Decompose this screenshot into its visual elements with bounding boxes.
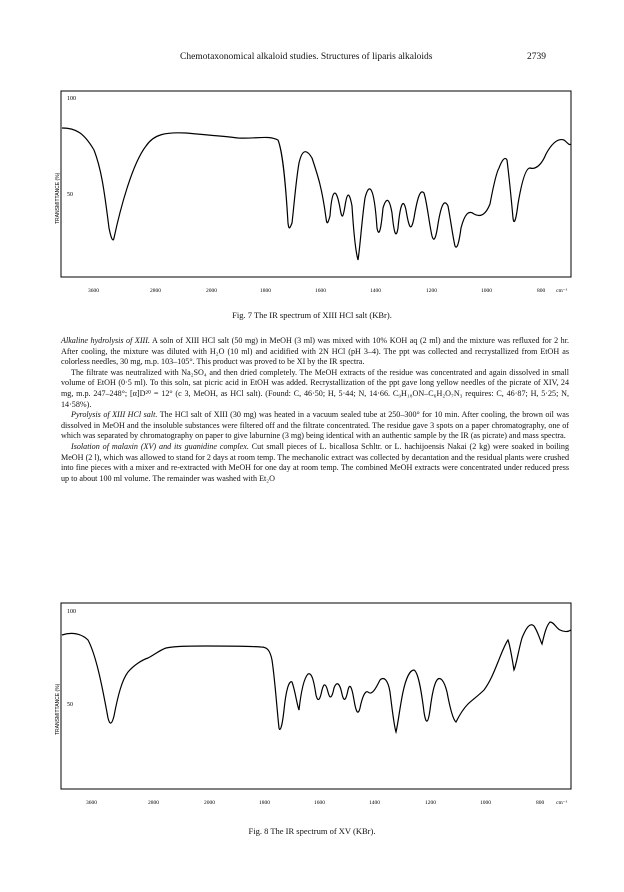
y-tick-100: 100 — [67, 609, 76, 615]
x-tick-1400: 1400 — [369, 800, 380, 806]
ir-spectrum-fig7 — [56, 88, 576, 302]
x-tick-3600: 3600 — [86, 800, 97, 806]
x-tick-1200: 1200 — [425, 800, 436, 806]
x-tick-800: 800 — [537, 288, 546, 294]
x-tick-1800: 1800 — [260, 288, 271, 294]
figure-8-caption: Fig. 8 The IR spectrum of XV (KBr). — [248, 826, 376, 836]
paragraph-pyrolysis: Pyrolysis of XIII HCl salt. The HCl salt of XIII (30 mg) was heated in a vacuum sealed tube at 250–300° for 10 min. After cooling, the brown oil was dissolved in MeOH and the insoluble substances were filtered off and the filtrate concentrated. The residue gave 3 spots on a paper chromatography, one of which was separated by chromatography on paper to give laburnine (3 mg) being identical with an authentic sample by the IR (as picrate) and mass spectra. — [61, 410, 570, 441]
y-tick-100: 100 — [67, 96, 76, 102]
x-tick-1400: 1400 — [370, 288, 381, 294]
x-tick-1600: 1600 — [314, 800, 325, 806]
y-axis-label: TRANSMITTANCE (%) — [55, 683, 61, 735]
page-number: 2739 — [527, 52, 546, 62]
paragraph-alkaline-hydrolysis: Alkaline hydrolysis of XIII. A soln of XIII HCl salt (50 mg) in MeOH (3 ml) was mixed with 10% KOH aq (2 ml) and the mixture was refluxed for 2 hr. After cooling, the mixture was diluted with H₂O (10 ml) and acidified with 2N HCl (pH 3–4). The ppt was collected and recrystallized from EtOH as colorless needles, 30 mg, m.p. 103–105°. This product was proved to be XI by the IR spectra. — [61, 336, 570, 367]
spectrum-trace — [62, 622, 571, 732]
y-axis-label: TRANSMITTANCE (%) — [55, 172, 61, 224]
figure-7-caption: Fig. 7 The IR spectrum of XIII HCl salt (KBr). — [232, 310, 392, 320]
y-tick-50: 50 — [67, 702, 73, 708]
x-tick-1800: 1800 — [259, 800, 270, 806]
ir-spectrum-fig8 — [56, 600, 576, 814]
running-title: Chemotaxonomical alkaloid studies. Structures of liparis alkaloids — [180, 52, 433, 62]
x-tick-1000: 1000 — [480, 800, 491, 806]
spectrum-trace — [62, 128, 571, 260]
x-tick-800: 800 — [536, 800, 545, 806]
x-tick-3600: 3600 — [88, 288, 99, 294]
x-tick-1600: 1600 — [315, 288, 326, 294]
x-tick-1200: 1200 — [426, 288, 437, 294]
x-tick-2800: 2800 — [148, 800, 159, 806]
paragraph-isolation: Isolation of malaxin (XV) and its guanidine complex. Cut small pieces of L. bicallosa Schltr. or L. hachijoensis Nakai (2 kg) were soaked in boiling MeOH (2 l), which was allowed to stand for 2 days at room temp. The mechanolic extract was collected by decantation and the residual plants were crushed into fine pieces with a mixer and re-extracted with MeOH for one day at room temp. The combined MeOH extracts were concentrated under reduced press up to about 100 ml volume. The remainder was washed with Et₂O — [61, 441, 569, 483]
x-tick-2000: 2000 — [204, 800, 215, 806]
x-tick-1000: 1000 — [481, 288, 492, 294]
body-text — [61, 336, 569, 484]
x-unit: cm⁻¹ — [556, 800, 568, 806]
page-header — [0, 52, 624, 66]
x-tick-2800: 2800 — [150, 288, 161, 294]
x-unit: cm⁻¹ — [556, 288, 568, 294]
paragraph-filtrate: The filtrate was neutralized with Na₂SO₄ and then dried completely. The MeOH extracts of the residue was concentrated and again dissolved in small volume of EtOH (0·5 ml). To this soln, sat picric acid in EtOH was added. Recrystallization of the ppt gave long yellow needles of the picrate of XIV, 24 mg, m.p. 247–248°; [α]D²⁰ = 12° (c 3, MeOH, as HCl salt). (Found: C, 46·50; H, 5·44; N, 14·66. C₉H₁₈ON–C₆H₂O₇N₃ requires: C, 46·87; H, 5·25; N, 14·58%). — [61, 367, 569, 409]
x-tick-2000: 2000 — [206, 288, 217, 294]
y-tick-50: 50 — [67, 192, 73, 198]
